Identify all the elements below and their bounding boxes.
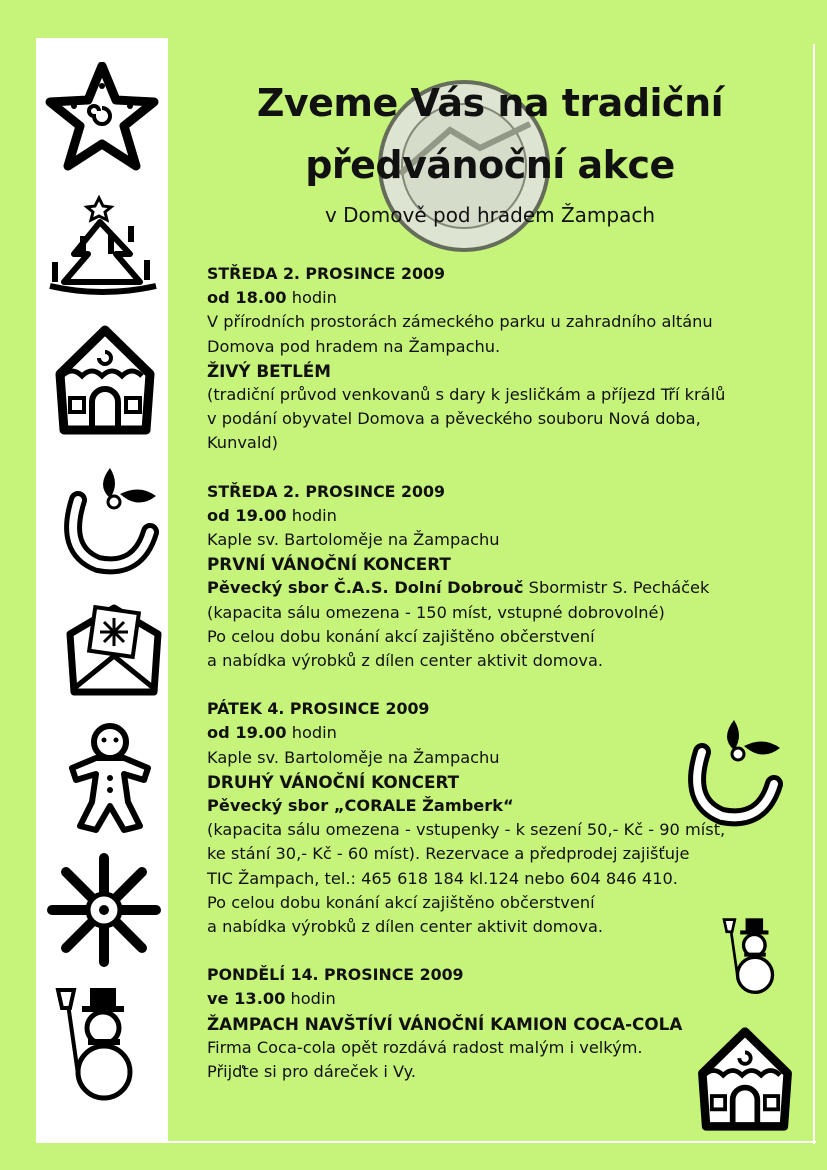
event-place: Kaple sv. Bartoloměje na Žampachu: [207, 530, 500, 550]
page-title-line-2: předvánoční akce: [305, 143, 675, 187]
event-time: [207, 721, 807, 745]
snowman-icon: [52, 984, 156, 1104]
event-time-unit: hodin: [285, 989, 336, 1009]
event-time-value: od 19.00: [207, 723, 287, 743]
event-performer: [207, 794, 807, 818]
event-time: [207, 504, 807, 528]
event-name: PRVNÍ VÁNOČNÍ KONCERT: [207, 554, 451, 575]
event-time-unit: hodin: [286, 723, 337, 743]
performer-name: Pěvecký sbor Č.A.S. Dolní Dobrouč: [207, 578, 524, 598]
event-detail: (kapacita sálu omezena - vstupenky - k sezení 50,- Kč - 90 míst,: [207, 820, 726, 840]
event-detail: ke stání 30,- Kč - 60 míst). Rezervace a předprodej zajišťuje: [207, 844, 690, 864]
event-time-unit: hodin: [286, 505, 337, 525]
event-name: ŽIVÝ BETLÉM: [207, 360, 331, 381]
event-name: ŽAMPACH NAVŠTÍVÍ VÁNOČNÍ KAMION COCA-COLA: [207, 1013, 683, 1034]
event-date: STŘEDA 2. PROSINCE 2009: [207, 264, 445, 283]
star-cookie-icon: [44, 62, 160, 172]
christmas-tree-icon: [44, 194, 162, 302]
events-list: [207, 262, 807, 1108]
snowflake-icon: [46, 852, 162, 968]
holly-horseshoe-icon: [54, 460, 166, 576]
gingerbread-house-icon: [50, 322, 160, 438]
page-title-line-1: Zveme Vás na tradiční: [256, 81, 724, 125]
event-time-value: od 19.00: [207, 505, 287, 525]
event-detail: (tradiční průvod venkovanů s dary k jesličkám a příjezd Tří králů: [207, 385, 726, 405]
event-detail: a nabídka výrobků z dílen center aktivit domova.: [207, 917, 604, 937]
event-detail: Firma Coca-cola opět rozdává radost malým i velkým.: [207, 1037, 643, 1057]
event-detail: v podání obyvatel Domova a pěveckého souboru Nová doba,: [207, 409, 701, 429]
event-detail: Po celou dobu konání akcí zajištěno občerstvení: [207, 626, 595, 646]
event-detail: Po celou dobu konání akcí zajištěno občerstvení: [207, 892, 595, 912]
event-place: Kaple sv. Bartoloměje na Žampachu: [207, 747, 500, 767]
event-detail: Přijďte si pro dáreček i Vy.: [207, 1062, 417, 1082]
event-time: [207, 987, 807, 1011]
event-block: [207, 262, 807, 456]
event-block: [207, 963, 807, 1084]
event-detail: Kunvald): [207, 433, 278, 453]
envelope-icon: [64, 594, 164, 700]
event-time-value: ve 13.00: [207, 989, 286, 1009]
page-subtitle: v Domově pod hradem Žampach: [324, 203, 656, 227]
event-block: [207, 697, 807, 939]
event-name: DRUHÝ VÁNOČNÍ KONCERT: [207, 771, 460, 792]
event-detail: (kapacita sálu omezena - 150 míst, vstupné dobrovolné): [207, 602, 665, 622]
event-date: PÁTEK 4. PROSINCE 2009: [207, 699, 430, 719]
event-time: [207, 286, 807, 310]
gingerbread-man-icon: [62, 722, 158, 834]
event-performer: [207, 576, 807, 600]
performer-extra: Sbormistr S. Pecháček: [523, 578, 710, 598]
performer-name: Pěvecký sbor „CORALE Žamberk“: [207, 796, 514, 816]
event-time-unit: hodin: [286, 288, 337, 308]
event-block: [207, 480, 807, 674]
event-detail: a nabídka výrobků z dílen center aktivit domova.: [207, 651, 604, 671]
event-place: V přírodních prostorách zámeckého parku u zahradního altánu: [207, 312, 713, 332]
event-date: STŘEDA 2. PROSINCE 2009: [207, 481, 445, 501]
bottom-border-line: [36, 1141, 816, 1143]
event-date: PONDĚLÍ 14. PROSINCE 2009: [207, 965, 464, 985]
event-detail: TIC Žampach, tel.: 465 618 184 kl.124 nebo 604 846 410.: [207, 868, 678, 888]
right-border-line: [813, 44, 815, 1144]
event-time-value: od 18.00: [207, 288, 287, 308]
event-place: Domova pod hradem na Žampachu.: [207, 336, 501, 356]
